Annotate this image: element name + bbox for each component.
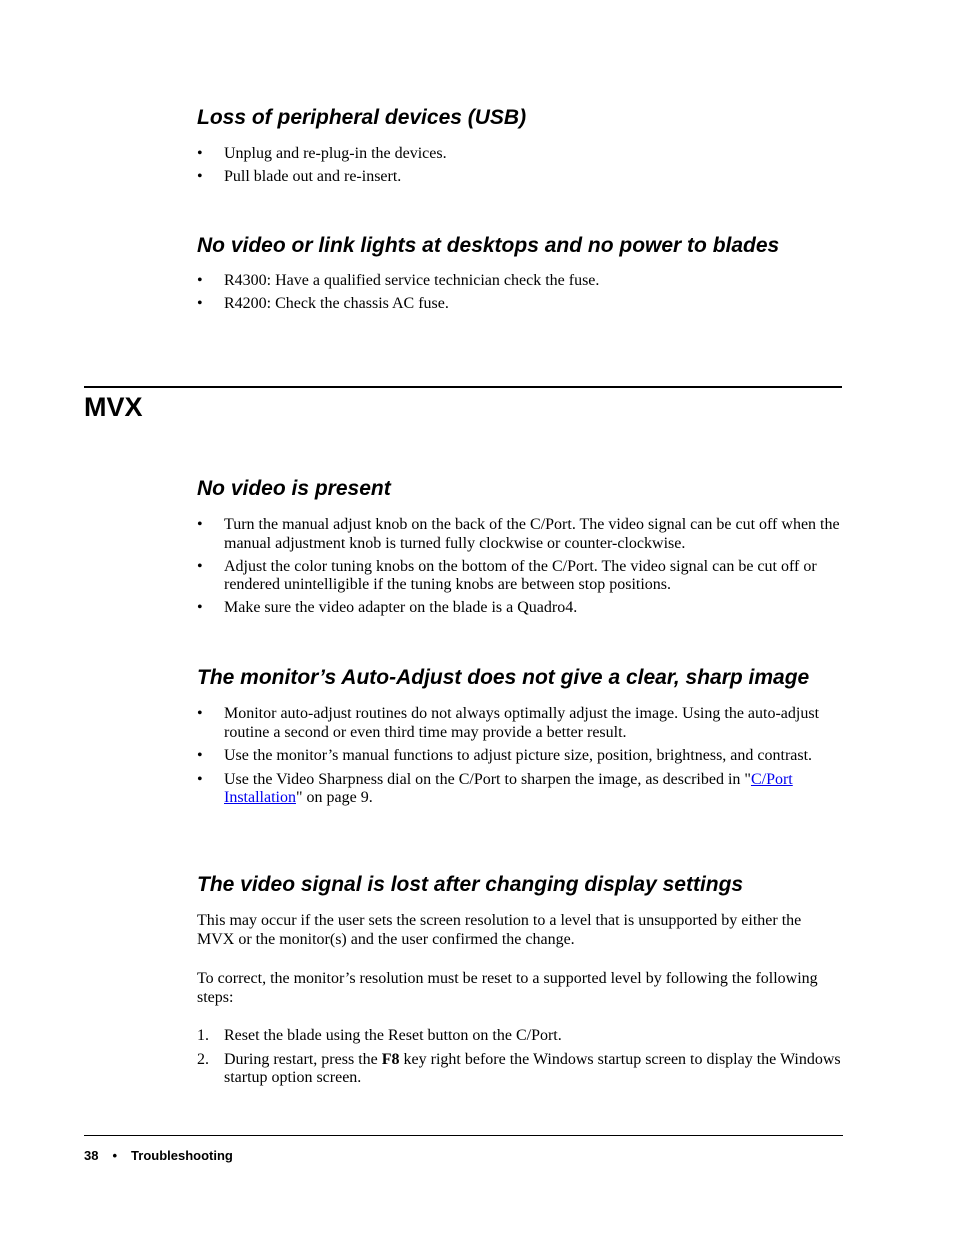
footer-separator: • bbox=[112, 1148, 118, 1163]
bullet-marker: • bbox=[197, 705, 203, 722]
list-item: • R4300: Have a qualified service technician check the fuse. bbox=[197, 272, 600, 289]
list-item: • Unplug and re-plug-in the devices. bbox=[197, 145, 447, 162]
bullet-marker: • bbox=[197, 770, 203, 788]
cport-installation-link[interactable]: C/Port Installation bbox=[224, 770, 793, 806]
list-no-power bbox=[197, 272, 842, 318]
bullet-marker: • bbox=[197, 516, 203, 533]
bullet-marker: • bbox=[197, 599, 203, 616]
heading-usb: Loss of peripheral devices (USB) bbox=[197, 106, 527, 129]
list-item: 2. During restart, press the F8 key right before the Windows startup screen to display the Windows startup option screen. bbox=[197, 1050, 841, 1086]
step-number: 2. bbox=[197, 1050, 209, 1068]
list-item: 1. Reset the blade using the Reset button on the C/Port. bbox=[197, 1027, 562, 1044]
list-item: • R4200: Check the chassis AC fuse. bbox=[197, 295, 449, 312]
section-divider bbox=[84, 386, 842, 388]
list-no-video bbox=[197, 516, 842, 622]
bullet-marker: • bbox=[197, 168, 203, 185]
footer-section-title: Troubleshooting bbox=[131, 1148, 233, 1163]
list-item: • Adjust the color tuning knobs on the bottom of the C/Port. The video signal can be cut off or rendered unintelligible if the tuning knobs are between stop positions. bbox=[197, 557, 817, 593]
step-number: 1. bbox=[197, 1027, 209, 1044]
steps-list bbox=[197, 1027, 842, 1092]
bullet-marker: • bbox=[197, 747, 203, 764]
page-number: 38 bbox=[84, 1148, 99, 1163]
bullet-marker: • bbox=[197, 272, 203, 289]
list-item: • Make sure the video adapter on the blade is a Quadro4. bbox=[197, 599, 578, 616]
list-item: • Pull blade out and re-insert. bbox=[197, 168, 402, 185]
key-f8: F8 bbox=[381, 1050, 400, 1068]
heading-auto-adjust: The monitor’s Auto-Adjust does not give a clear, sharp image bbox=[197, 666, 810, 689]
paragraph-cause: This may occur if the user sets the screen resolution to a level that is unsupported by either the MVX or the monitor(s) and the user confirmed the change. bbox=[197, 912, 802, 948]
list-item: • Turn the manual adjust knob on the back of the C/Port. The video signal can be cut off when the manual adjustment knob is turned fully clockwise or counter-clockwise. bbox=[197, 516, 840, 552]
list-item: • Use the monitor’s manual functions to adjust picture size, position, brightness, and contrast. bbox=[197, 747, 813, 764]
bullet-marker: • bbox=[197, 557, 203, 575]
bullet-marker: • bbox=[197, 145, 203, 162]
page-footer bbox=[84, 1148, 233, 1163]
bullet-marker: • bbox=[197, 295, 203, 312]
list-item: • Use the Video Sharpness dial on the C/Port to sharpen the image, as described in "C/Port Installation" on page 9. bbox=[197, 770, 793, 806]
list-usb bbox=[197, 145, 842, 191]
list-item: • Monitor auto-adjust routines do not always optimally adjust the image. Using the auto-adjust routine a second or even third time may provide a better result. bbox=[197, 705, 820, 741]
list-auto-adjust bbox=[197, 705, 842, 812]
heading-signal-lost: The video signal is lost after changing display settings bbox=[197, 873, 744, 896]
paragraph-correction: To correct, the monitor’s resolution must be reset to a supported level by following the following steps: bbox=[197, 970, 818, 1006]
heading-no-video: No video is present bbox=[197, 477, 391, 500]
section-title-mvx: MVX bbox=[84, 392, 143, 422]
footer-divider bbox=[84, 1135, 843, 1136]
heading-no-power: No video or link lights at desktops and no power to blades bbox=[197, 234, 780, 257]
